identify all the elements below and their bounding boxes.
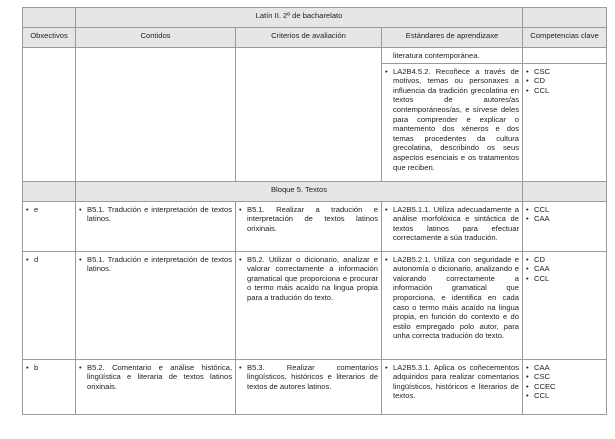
header-obxectivos: Obxectivos (23, 28, 76, 48)
standard-cell: • LA2B4.5.2. Recoñece a través de motivos, temas ou personaxes a influencia da tradición grecolatina en textos de autores/as contemporáneos/as, e sírvese deles para comprender e explicar o mantemento dos xéneros e dos temas procedentes da cultura grecolatina, describindo os seus aspectos esenciais e os tratamentos que reciben. (382, 63, 523, 181)
competencias-cell: • CSC • CD • CCL (523, 63, 607, 181)
competencias-cell: • CCL • CAA (523, 201, 607, 251)
header-contidos: Contidos (76, 28, 236, 48)
competencias-cell: • CD • CAA • CCL (523, 251, 607, 359)
header-competencias: Competencias clave (523, 28, 607, 48)
standard-cell: • LA2B5.2.1. Utiliza con seguridade e autonomía o dicionario, analizando e valorando correctamente a información gramatical que proporciona, e identifica en cada caso o termo máis acaído na lingua propia, en función do contexto e do estilo empregado polo autor, para unha correcta tradución do texto. (382, 251, 523, 359)
table-row (23, 201, 607, 251)
table-row (23, 251, 607, 359)
standard-cell: • LA2B5.1.1. Utiliza adecuadamente a análise morfolóxica e sintáctica de textos latinos para efectuar correctamente a súa tradución. (382, 201, 523, 251)
content-cell: • B5.2. Comentario e análise histórica, lingüística e literaria de textos latinos orixinais. (76, 359, 236, 414)
block-title: Bloque 5. Textos (76, 181, 523, 201)
objective-cell: • e (23, 201, 76, 251)
criterion-cell: • B5.1. Realizar a tradución e interpretación de textos latinos orixinais. (236, 201, 382, 251)
content-cell: • B5.1. Tradución e interpretación de textos latinos. (76, 251, 236, 359)
curriculum-table (22, 7, 607, 415)
competencias-cell: • CAA • CSC • CCEC • CCL (523, 359, 607, 414)
table-title: Latín II. 2º de bacharelato (76, 8, 523, 28)
table-title-row (23, 8, 607, 28)
table-row (23, 359, 607, 414)
objective-cell: • d (23, 251, 76, 359)
standard-cell: • LA2B5.3.1. Aplica os coñecementos adquiridos para realizar comentarios lingüísticos, históricos e literarios de textos. (382, 359, 523, 414)
objective-cell: • b (23, 359, 76, 414)
block-title-row (23, 181, 607, 201)
criterion-cell: • B5.2. Utilizar o dicionario, analizar e valorar correctamente a información gramatical que proporciona e procurar o termo máis acaído na lingua propia para a tradución do texto. (236, 251, 382, 359)
content-cell: • B5.1. Tradución e interpretación de textos latinos. (76, 201, 236, 251)
table-header-row (23, 28, 607, 48)
table-row (23, 48, 607, 64)
header-criterios: Criterios de avaliación (236, 28, 382, 48)
criterion-cell: • B5.3. Realizar comentarios lingüísticos, históricos e literarios de textos de autores latinos. (236, 359, 382, 414)
standard-cell: literatura contemporánea. (382, 48, 523, 64)
header-estandares: Estándares de aprendizaxe (382, 28, 523, 48)
